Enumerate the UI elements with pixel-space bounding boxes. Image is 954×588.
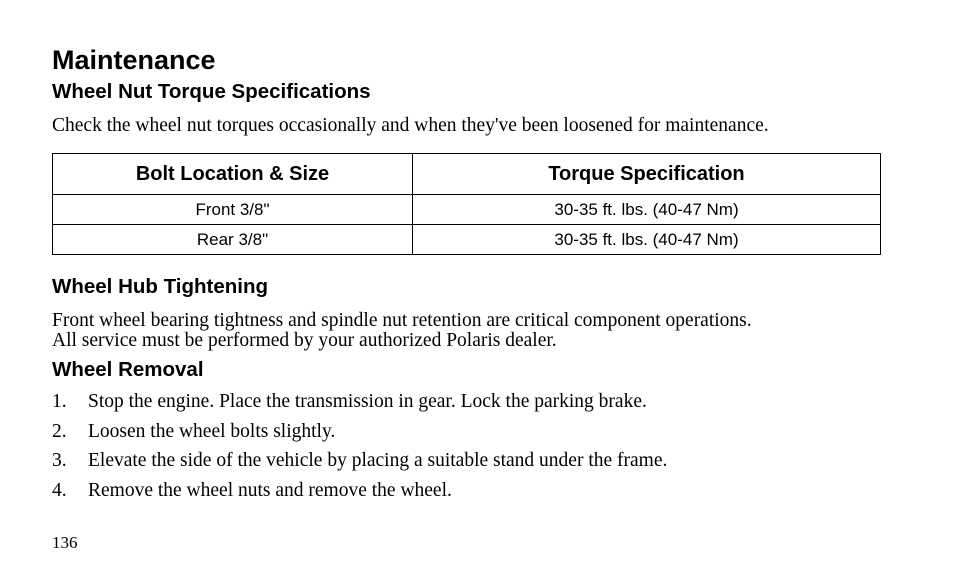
table-row xyxy=(53,195,881,225)
step-text: Remove the wheel nuts and remove the wheel. xyxy=(88,479,452,501)
hub-text-line: All service must be performed by your authorized Polaris dealer. xyxy=(52,330,557,351)
table-header-row xyxy=(53,154,881,195)
torque-intro-text: Check the wheel nut torques occasionally and when they've been loosened for maintenance. xyxy=(52,115,769,136)
step-number: 1. xyxy=(52,391,67,412)
page-title: Maintenance xyxy=(52,45,216,75)
step-text: Stop the engine. Place the transmission in gear. Lock the parking brake. xyxy=(88,391,647,412)
page-number: 136 xyxy=(52,533,78,552)
hub-tightening-heading: Wheel Hub Tightening xyxy=(52,275,268,298)
table-header-cell: Torque Specification xyxy=(413,154,881,195)
torque-spec-heading: Wheel Nut Torque Specifications xyxy=(52,80,371,103)
torque-spec-table xyxy=(52,153,881,255)
step-text: Loosen the wheel bolts slightly. xyxy=(88,420,336,442)
table-header-cell: Bolt Location & Size xyxy=(53,154,413,195)
table-cell: 30-35 ft. lbs. (40-47 Nm) xyxy=(413,195,881,225)
table-cell: Front 3/8" xyxy=(53,195,413,225)
list-item xyxy=(52,479,667,509)
table-cell: Rear 3/8" xyxy=(53,225,413,255)
table-row xyxy=(53,225,881,255)
list-item xyxy=(52,420,667,450)
wheel-removal-heading: Wheel Removal xyxy=(52,358,204,381)
step-text: Elevate the side of the vehicle by placing a suitable stand under the frame. xyxy=(88,450,668,471)
step-number: 4. xyxy=(52,479,67,501)
table-cell: 30-35 ft. lbs. (40-47 Nm) xyxy=(413,225,881,255)
step-number: 2. xyxy=(52,420,67,442)
hub-text-line: Front wheel bearing tightness and spindle nut retention are critical component operations. xyxy=(52,310,752,331)
step-number: 3. xyxy=(52,450,67,471)
removal-steps-list xyxy=(52,390,667,508)
list-item xyxy=(52,390,667,420)
list-item xyxy=(52,449,667,479)
